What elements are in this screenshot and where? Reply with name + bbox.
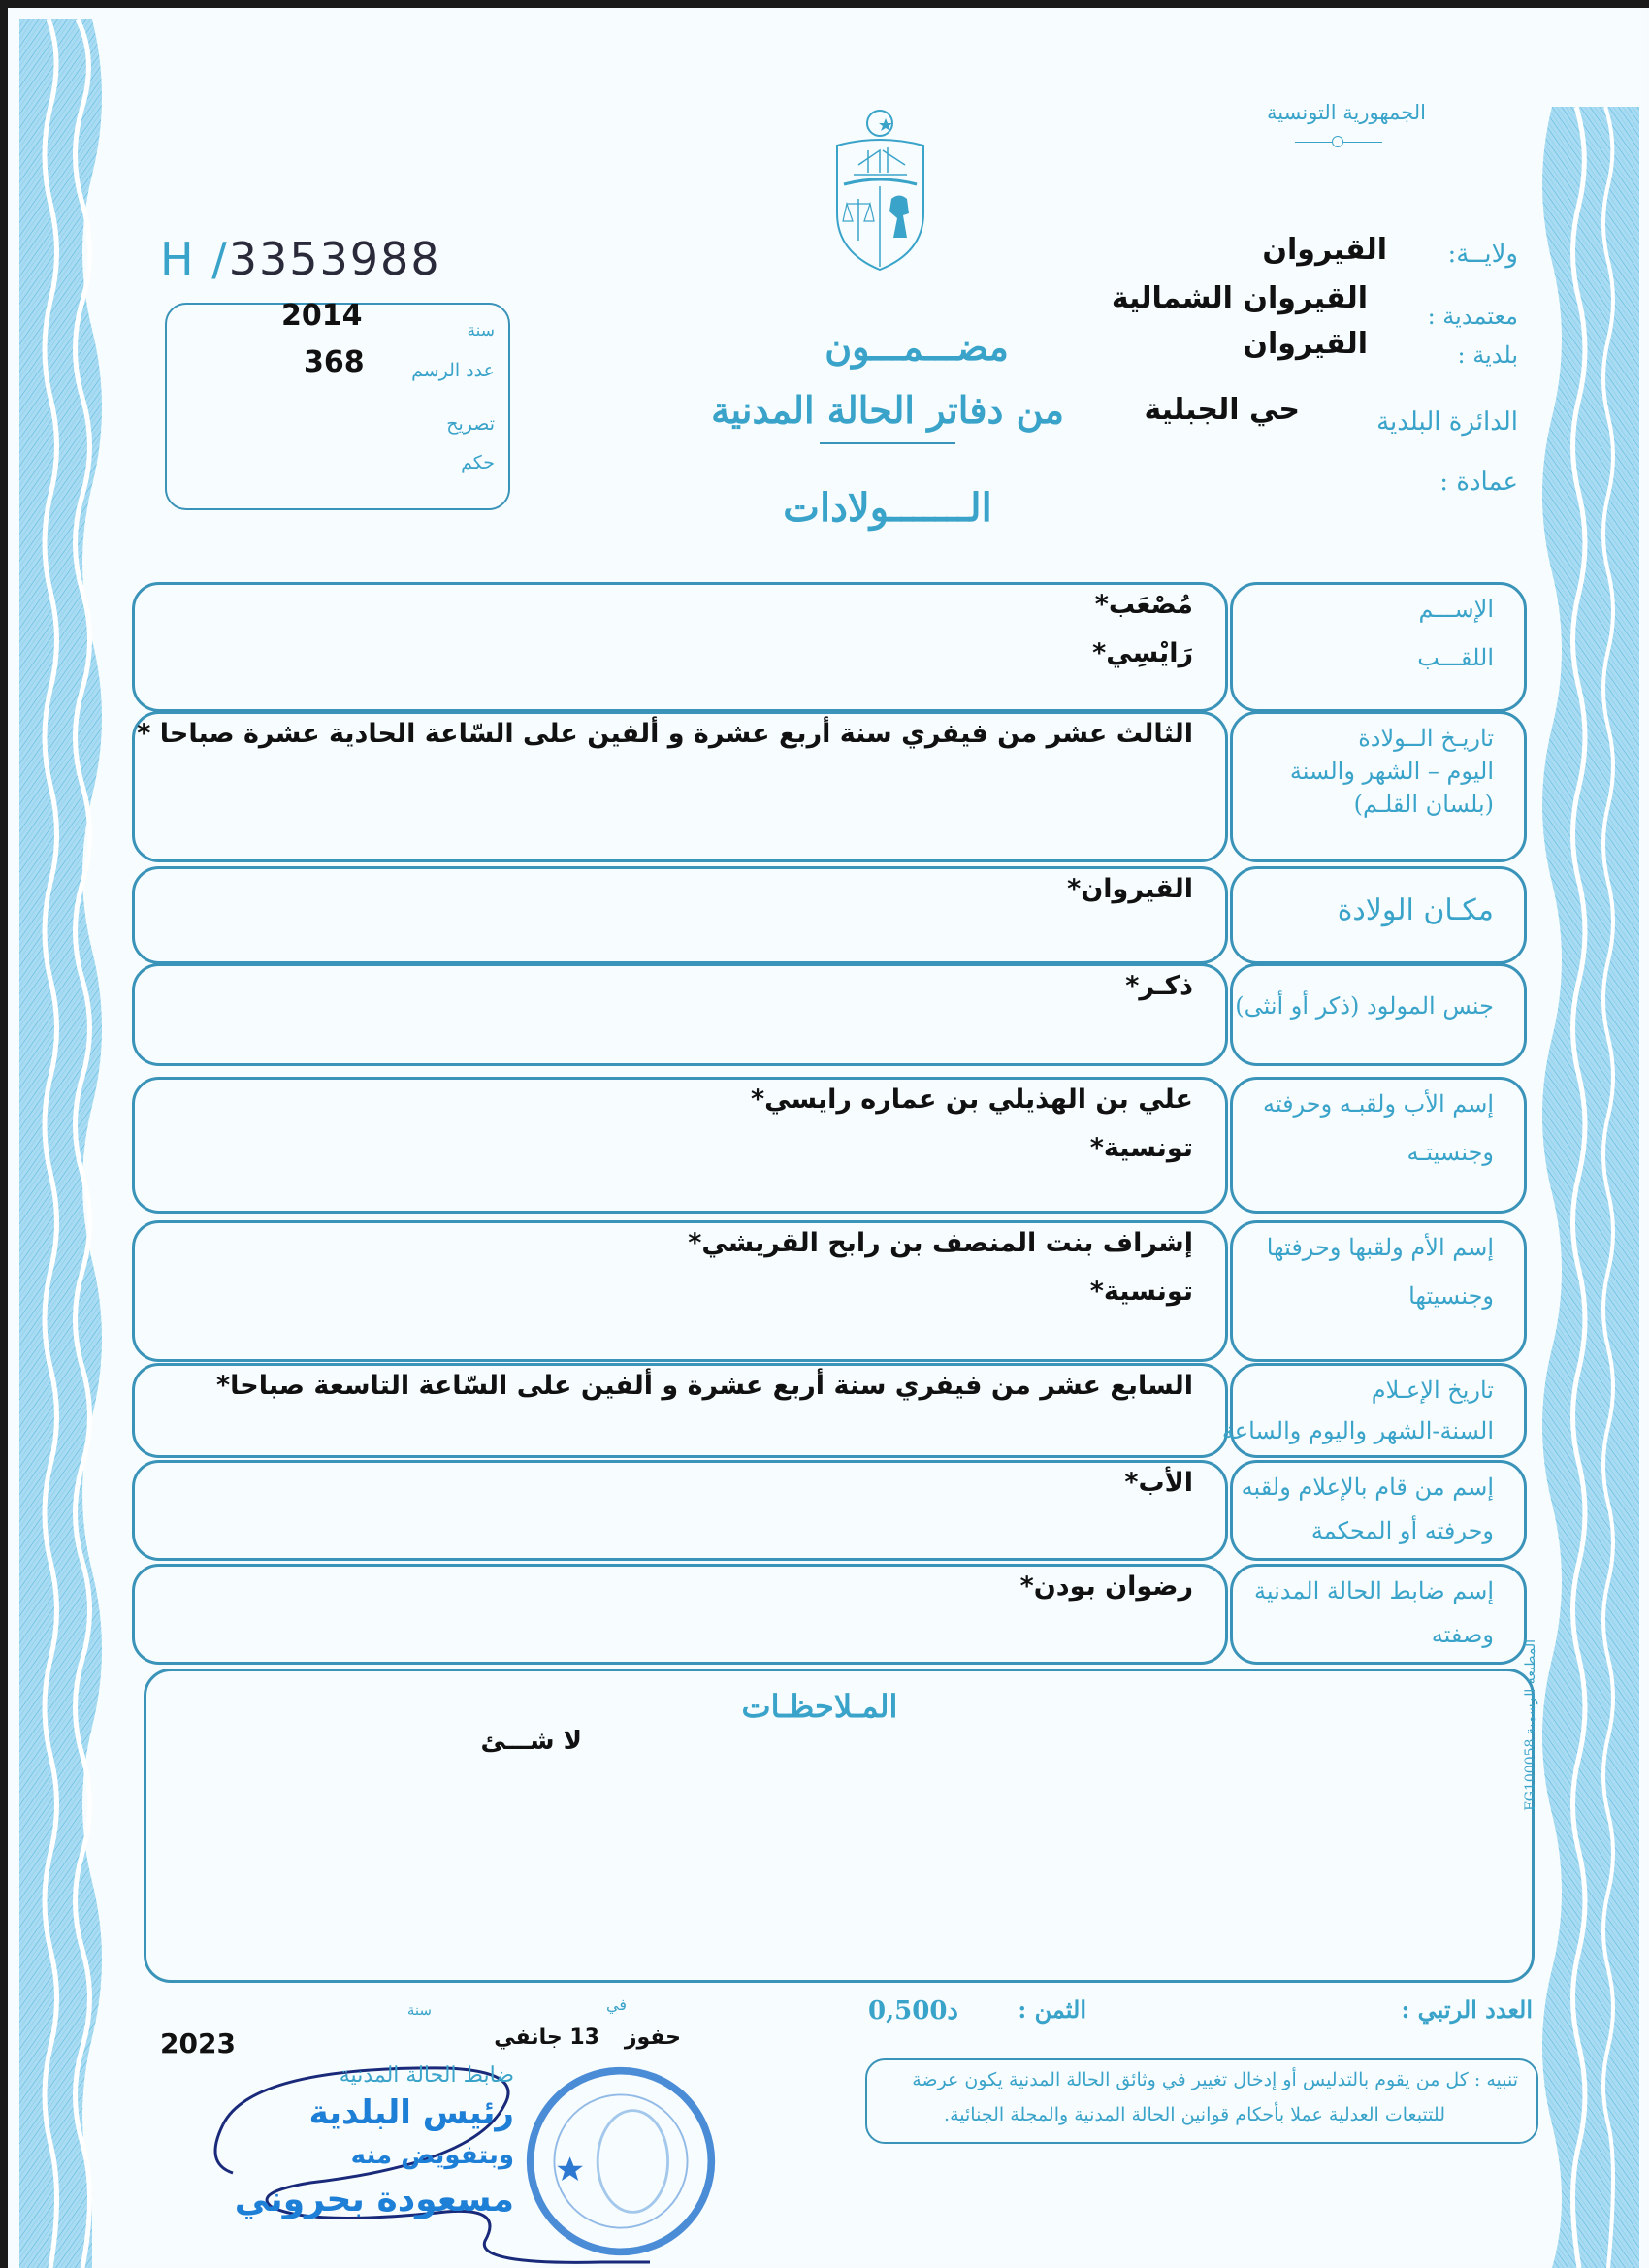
field-value: السابع عشر من فيفري سنة أربع عشرة و ألفين على السّاعة التاسعة صباحا* <box>216 1371 1193 1401</box>
republic-header: الجمهورية التونسية <box>1267 101 1426 124</box>
header-divider-ornament <box>1332 136 1343 147</box>
field-value: الثالث عشر من فيفري سنة أربع عشرة و ألفين على السّاعة الحادية عشرة صباحا * <box>137 719 1193 749</box>
field-label: الإســـم <box>1418 596 1494 623</box>
serial-prefix: H / <box>160 233 229 285</box>
registry-year-label: سنة <box>467 321 495 340</box>
governorate-value: القيروان <box>1262 233 1387 267</box>
field-value: مُصْعَب* <box>1094 590 1193 620</box>
issued-date: 13 جانفي <box>494 2025 599 2050</box>
stamp-title: ضابط الحالة المدنية <box>339 2063 514 2088</box>
sector-label: عمادة : <box>1439 468 1518 497</box>
field-label: تاريـخ الــولادة <box>1358 725 1494 752</box>
remarks-value: لا شـــئ <box>480 1727 582 1756</box>
field-value: إشراف بنت المنصف بن رابح القريشي* <box>688 1228 1193 1258</box>
field-label: وجنسيتـه <box>1406 1139 1494 1166</box>
issued-year-value: 2023 <box>160 2027 236 2059</box>
field-label: اللقـــب <box>1417 644 1494 671</box>
field-label: جنس المولود (ذكر أو أنثى) <box>1235 992 1494 1020</box>
field-value: علي بن الهذيلي بن عماره رايسي* <box>751 1085 1193 1115</box>
scan-edge-left <box>0 0 8 2268</box>
field-label: إسم الأم ولقبها وحرفتها <box>1266 1234 1494 1261</box>
price-value: 0,500د <box>868 1996 958 2025</box>
serial-number <box>160 233 441 285</box>
field-value: ذكـر* <box>1125 971 1193 1001</box>
stamp-signer-name: مسعودة بحروني <box>234 2180 514 2219</box>
title-registers: من دفاتر الحالة المدنية <box>711 388 1064 432</box>
stamp-mayor: رئيس البلدية <box>308 2093 514 2132</box>
tunisia-coat-of-arms-icon <box>829 107 931 272</box>
delegation-value: القيروان الشمالية <box>1111 281 1368 315</box>
field-value: الأب* <box>1124 1468 1193 1498</box>
scan-edge-top <box>0 0 1649 8</box>
field-label: مكـان الولادة <box>1337 892 1494 927</box>
title-births: الـــــــولادات <box>783 485 992 531</box>
field-value: تونسية* <box>1089 1133 1193 1163</box>
warning-line-2: للتتبعات العدلية عملا بأحكام قوانين الحالة المدنية والمجلة الجنائية. <box>944 2104 1445 2125</box>
field-value: تونسية* <box>1089 1277 1193 1307</box>
serial-order-label: العدد الرتبي : <box>1401 1995 1533 2024</box>
registry-declaration-label: تصريح <box>446 413 495 435</box>
field-label: تاريخ الإعـلام <box>1371 1377 1494 1404</box>
field-value: رضوان بودن* <box>1019 1571 1193 1602</box>
price-label: الثمن : <box>1018 1995 1086 2024</box>
field-label: وجنسيتها <box>1408 1282 1494 1310</box>
field-label: (بلسان القلـم) <box>1353 791 1494 818</box>
issued-in-label: في <box>606 1995 627 2014</box>
issued-place: حفوز <box>624 2025 681 2050</box>
governorate-label: ولايــة: <box>1447 240 1518 269</box>
field-label: إسم ضابط الحالة المدنية <box>1254 1577 1494 1604</box>
district-label: الدائرة البلدية <box>1376 407 1518 437</box>
registry-act-number-label: عدد الرسم <box>411 360 495 381</box>
printer-mark: المطبعة الرسمية FG100058 <box>1523 1639 1538 1811</box>
serial-digits: 3353988 <box>228 233 441 285</box>
title-extract: مضـــمـــون <box>824 325 1009 369</box>
field-label: وحرفته أو المحكمة <box>1310 1517 1494 1544</box>
registry-act-number-value: 368 <box>304 345 365 379</box>
delegation-label: معتمدية : <box>1427 303 1518 330</box>
field-label: السنة-الشهر واليوم والساعة <box>1221 1417 1494 1444</box>
title-underline <box>820 442 955 444</box>
field-label: إسم من قام بالإعلام ولقبه <box>1241 1474 1494 1501</box>
right-security-border <box>1533 107 1639 2268</box>
municipality-label: بلدية : <box>1457 341 1518 369</box>
municipality-value: القيروان <box>1243 327 1368 361</box>
stamp-delegation: وبتفويض منه <box>350 2141 514 2170</box>
remarks-label: المـلاحظـات <box>741 1688 898 1725</box>
field-label: إسم الأب ولقبـه وحرفته <box>1262 1090 1494 1118</box>
district-value: حي الجبلية <box>1144 393 1300 427</box>
warning-line-1: تنبيه : كل من يقوم بالتدليس أو إدخال تغيير في وثائق الحالة المدنية يكون عرضة <box>912 2069 1518 2090</box>
issued-year-label: سنة <box>406 2001 432 2019</box>
field-label: اليوم – الشهر والسنة <box>1289 758 1494 785</box>
field-value: رَايْسِي* <box>1092 638 1193 668</box>
field-label: وصفته <box>1431 1621 1494 1648</box>
field-value: القيروان* <box>1067 874 1193 904</box>
registry-year-value: 2014 <box>281 299 363 333</box>
registry-judgment-label: حكم <box>461 452 495 473</box>
